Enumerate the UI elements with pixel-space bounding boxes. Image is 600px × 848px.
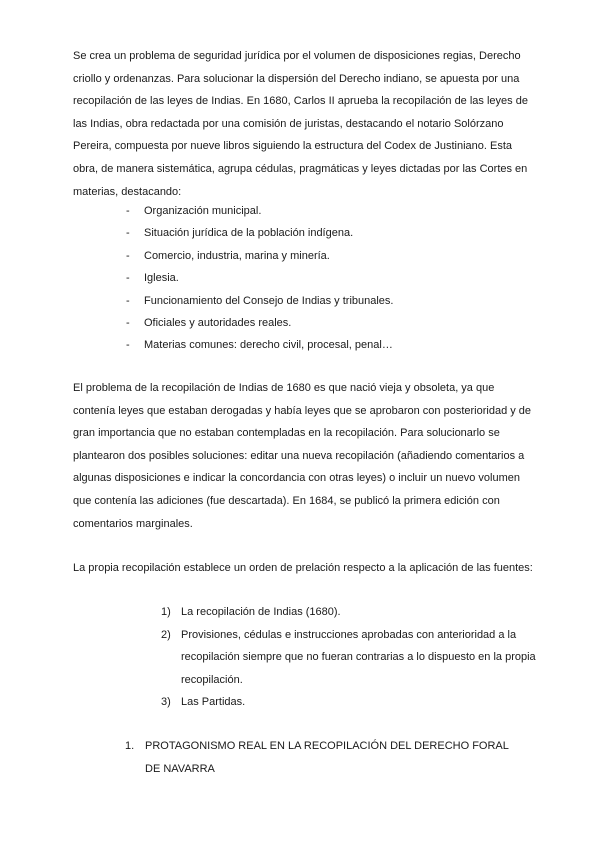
list-item <box>161 601 541 624</box>
list-item-text: Materias comunes: derecho civil, procesal, penal… <box>144 339 393 352</box>
list-number: 2) <box>161 628 171 641</box>
bullet-marker: - <box>126 205 130 217</box>
bullet-marker: - <box>126 249 130 262</box>
list-item-text: Organización municipal. <box>144 205 262 217</box>
list-item <box>126 312 393 334</box>
list-item-text: Las Partidas. <box>181 696 246 709</box>
list-item-text: Provisiones, cédulas e instrucciones aprobadas con anterioridad a la recopilación siempre que no fueran contrarias a lo dispuesto en la propia recopilación. <box>181 628 536 686</box>
list-item-text: La recopilación de Indias (1680). <box>181 606 341 618</box>
list-item <box>126 200 393 222</box>
bullet-marker: - <box>126 317 130 330</box>
list-item-text: Funcionamiento del Consejo de Indias y tribunales. <box>144 294 394 307</box>
list-item <box>161 624 541 692</box>
prelation-list <box>161 601 541 714</box>
list-item-text: Iglesia. <box>144 272 179 285</box>
materias-list <box>126 200 393 357</box>
bullet-marker: - <box>126 227 130 240</box>
list-item <box>126 222 393 244</box>
list-number: 3) <box>161 696 171 709</box>
problem-paragraph: El problema de la recopilación de Indias de 1680 es que nació vieja y obsoleta, ya que contenía leyes que estaban derogadas y había leyes que se aprobaron con posterioridad y de gran importancia que no estaban contempladas en la recopilación. Para solucionarlo se plantearon dos posibles soluciones: editar una nueva recopilación (añadiendo comentarios a algunas disposiciones e indicar la concordancia con otras leyes) o incluir un nuevo volumen que contenía las adiciones (fue descartada). En 1684, se publicó la primera edición con comentarios marginales. <box>73 382 532 530</box>
bullet-marker: - <box>126 339 130 352</box>
list-item <box>126 245 393 267</box>
section-number: 1. <box>125 740 135 752</box>
list-item <box>126 290 393 312</box>
list-item <box>161 691 541 714</box>
bullet-marker: - <box>126 294 130 307</box>
list-item-text: Situación jurídica de la población indígena. <box>144 227 354 240</box>
bullet-marker: - <box>126 272 130 285</box>
section-title: PROTAGONISMO REAL EN LA RECOPILACIÓN DEL DERECHO FORAL DE NAVARRA <box>145 740 509 775</box>
list-number: 1) <box>161 606 171 618</box>
prelation-paragraph: La propia recopilación establece un orden de prelación respecto a la aplicación de las fuentes: <box>73 562 533 574</box>
list-item-text: Oficiales y autoridades reales. <box>144 317 292 330</box>
section-heading <box>125 735 525 780</box>
intro-paragraph: Se crea un problema de seguridad jurídica por el volumen de disposiciones regias, Derecho criollo y ordenanzas. Para solucionar la dispersión del Derecho indiano, se apuesta por una recopilación de las leyes de Indias. En 1680, Carlos II aprueba la recopilación de las leyes de las Indias, obra redactada por una comisión de juristas, destacando el notario Solórzano Pereira, compuesta por nueve libros siguiendo la estructura del Codex de Justiniano. Esta obra, de manera sistemática, agrupa cédulas, pragmáticas y leyes dictadas por las Cortes en materias, destacando: <box>73 50 528 198</box>
list-item <box>126 334 393 356</box>
list-item <box>126 267 393 289</box>
list-item-text: Comercio, industria, marina y minería. <box>144 249 330 262</box>
